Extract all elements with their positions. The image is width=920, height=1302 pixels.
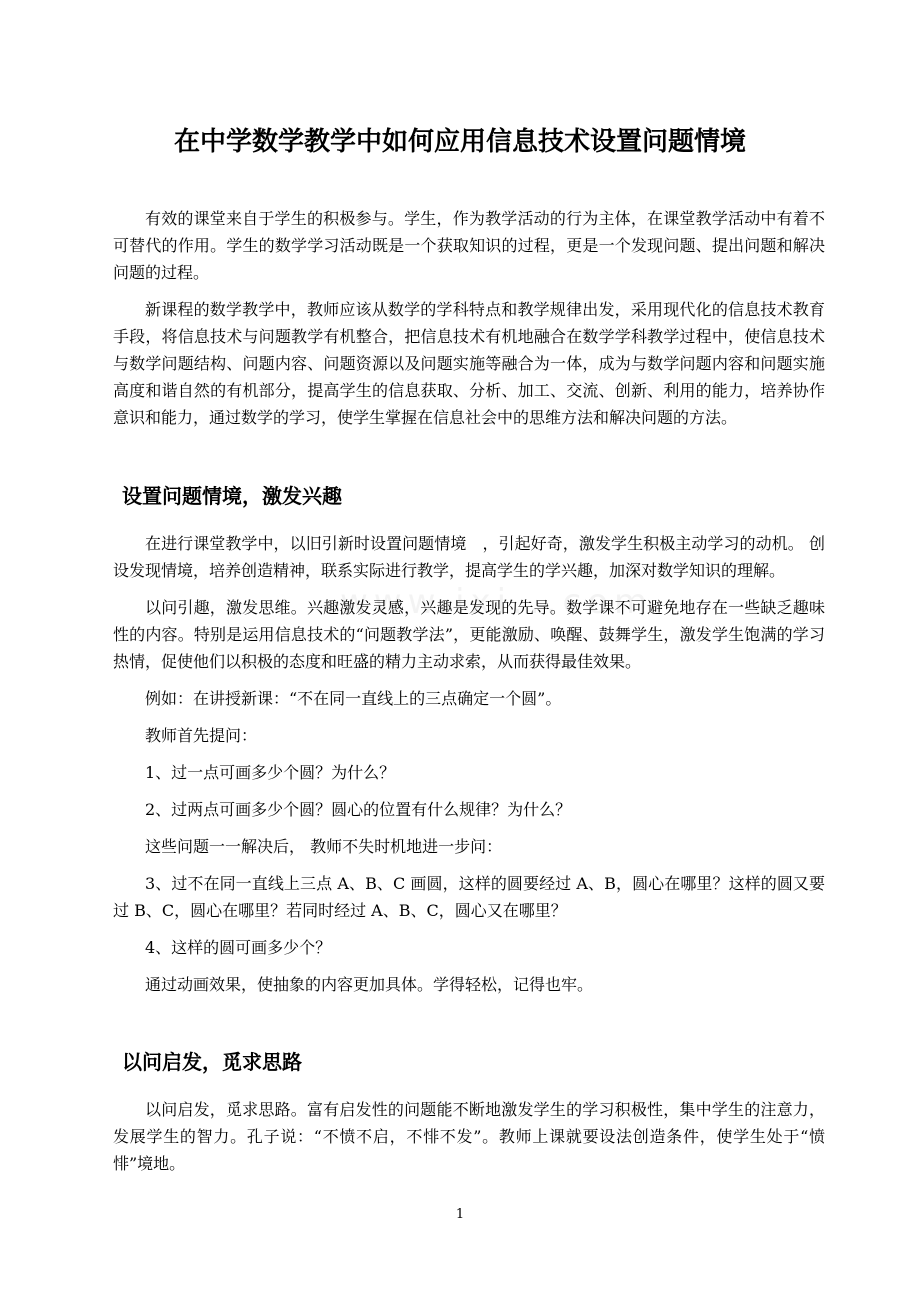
section-1-paragraph-3: 例如：在讲授新课：“不在同一直线上的三点确定一个圆”。 bbox=[145, 689, 562, 708]
intro-paragraph-1: 有效的课堂来自于学生的积极参与。学生，作为教学活动的行为主体，在课堂教学活动中有着不可替代的作用。学生的数学学习活动既是一个获取知识的过程，更是一个发现问题、提出问题和解决问题的过程。 bbox=[113, 209, 825, 282]
intro-section bbox=[113, 205, 825, 431]
section-1-paragraph-6: 2、过两点可画多少个圆？圆心的位置有什么规律？为什么？ bbox=[145, 800, 572, 819]
section-1-paragraph-8: 3、过不在同一直线上三点 A、B、C 画圆，这样的圆要经过 A、B，圆心在哪里？这样的圆又要过 B、C，圆心在哪里？若同时经过 A、B、C，圆心又在哪里？ bbox=[113, 874, 825, 920]
document-title: 在中学数学教学中如何应用信息技术设置问题情境 bbox=[173, 127, 746, 157]
section-2-paragraph-1: 以问启发，觅求思路。富有启发性的问题能不断地激发学生的学习积极性，集中学生的注意力，发展学生的智力。孔子说：“不愤不启，不悱不发”。教师上课就要设法创造条件，使学生处于“愤悱”境地。 bbox=[113, 1100, 825, 1173]
section-1-paragraph-5: 1、过一点可画多少个圆？为什么？ bbox=[145, 763, 396, 782]
section-1-paragraph-2: 以问引趣，激发思维。兴趣激发灵感，兴趣是发现的先导。数学课不可避免地存在一些缺乏趣味性的内容。特别是运用信息技术的“问题教学法”，更能激励、唤醒、鼓舞学生，激发学生饱满的学习热情，促使他们以积极的态度和旺盛的精力主动求索，从而获得最佳效果。 bbox=[113, 598, 825, 671]
section-1-paragraph-1: 在进行课堂教学中，以旧引新时设置问题情境 ，引起好奇，激发学生积极主动学习的动机。 创设发现情境，培养创造精神，联系实际进行教学，提高学生的学兴趣，加深对数学知识的理解。 bbox=[113, 534, 825, 580]
section-heading-2: 以问启发，觅求思路 bbox=[122, 1050, 302, 1074]
section-2-body bbox=[113, 1096, 825, 1177]
section-heading-1: 设置问题情境，激发兴趣 bbox=[122, 484, 342, 508]
watermark bbox=[340, 582, 653, 622]
section-1-paragraph-9: 4、这样的圆可画多少个？ bbox=[145, 938, 332, 957]
intro-paragraph-2: 新课程的数学教学中，教师应该从数学的学科特点和教学规律出发，采用现代化的信息技术教育手段，将信息技术与问题教学有机整合，把信息技术有机地融合在数学学科教学过程中，使信息技术与数学问题结构、问题内容、问题资源以及问题实施等融合为一体，成为与数学问题内容和问题实施高度和谐自然的有机部分，提高学生的信息获取、分析、加工、交流、创新、利用的能力，培养协作意识和能力，通过数学的学习，使学生掌握在信息社会中的思维方法和解决问题的方法。 bbox=[113, 300, 825, 427]
section-1-paragraph-7: 这些问题一一解决后， 教师不失时机地进一步问： bbox=[145, 837, 503, 856]
section-1-paragraph-4: 教师首先提问： bbox=[145, 726, 258, 745]
page-number: 1 bbox=[455, 1207, 465, 1222]
section-1-paragraph-10: 通过动画效果，使抽象的内容更加具体。学得轻松，记得也牢。 bbox=[145, 975, 594, 994]
